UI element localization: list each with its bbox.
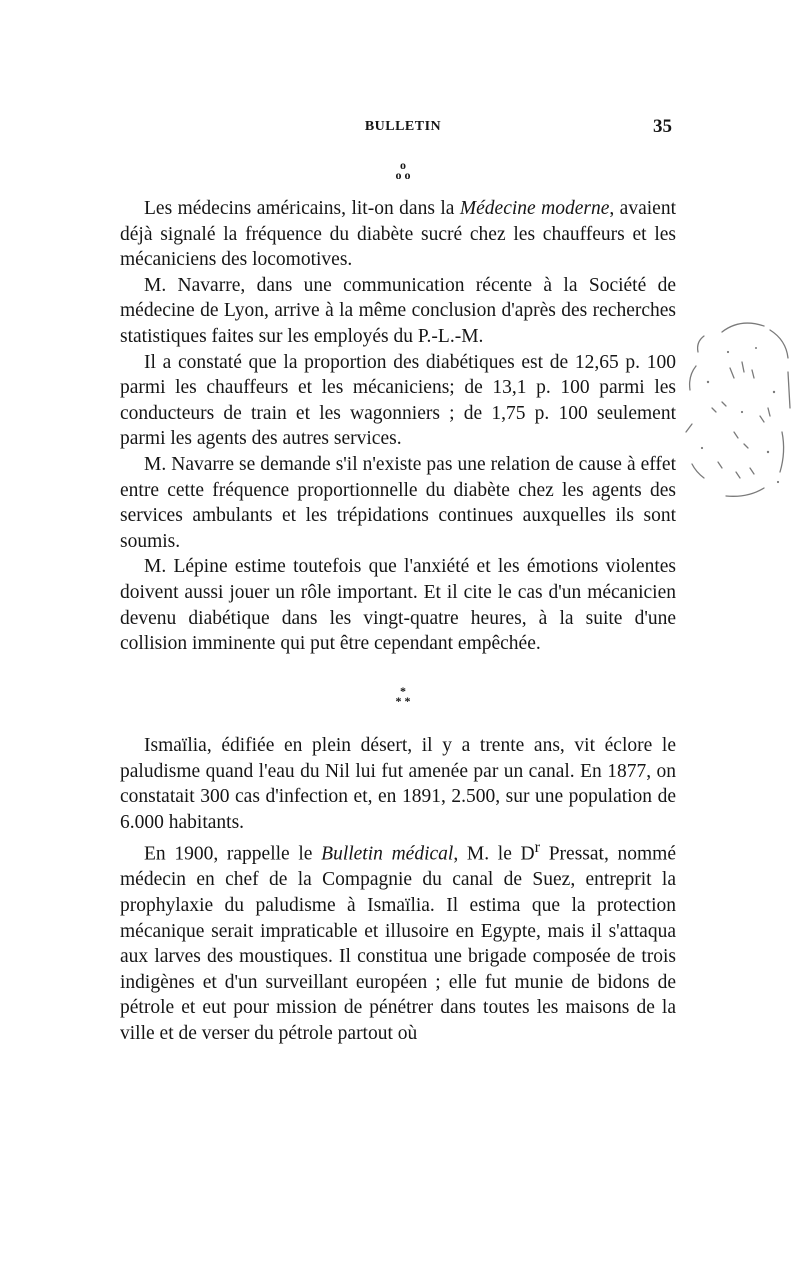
paragraph-text: , M. le D	[453, 843, 535, 865]
article-ismailia-malaria	[120, 733, 676, 1047]
library-stamp-icon	[682, 312, 794, 512]
title-superscript: r	[534, 838, 541, 857]
article-diabetes-railway	[120, 196, 676, 657]
asterism-separator-bottom	[134, 686, 672, 706]
paragraph	[120, 196, 676, 273]
running-title: BULLETIN	[364, 119, 442, 134]
page-number: 35	[653, 116, 672, 137]
asterism-top-row: *	[400, 684, 406, 698]
running-head	[134, 116, 672, 143]
journal-title: Bulletin médical	[321, 843, 454, 865]
paragraph: M. Navarre se demande s'il n'existe pas une relation de cause à effet entre cette fréquence proportionnelle du diabète chez les agents des services ambulants et les trépidations continues auxquelles ils sont soumis.	[120, 453, 676, 552]
paragraph-text: , avaient déjà signalé la fréquence du diabète sucré chez les chauffeurs et les mécaniciens des locomotives.	[120, 198, 676, 271]
paragraph	[120, 835, 676, 1046]
paragraph: M. Lépine estime toutefois que l'anxiété et les émotions violentes doivent aussi jouer un rôle important. Et il cite le cas d'un mécanicien devenu diabétique dans les vingt-quatre heures, à la suite d'une collision imminente qui put être cependant empêchée.	[120, 556, 676, 655]
paragraph: Il a constaté que la proportion des diabétiques est de 12,65 p. 100 parmi les chauffeurs et les mécaniciens; de 13,1 p. 100 parmi les conducteurs de train et les wagonniers ; de 1,75 p. 100 seulement parmi les agents des autres services.	[120, 351, 676, 450]
paragraph-text: Les médecins américains, lit-on dans la	[144, 198, 460, 219]
asterism-top-row: o	[400, 158, 406, 172]
asterism-bottom-row: * *	[395, 694, 411, 708]
paragraph: M. Navarre, dans une communication récente à la Société de médecine de Lyon, arrive à la même conclusion d'après des recherches statistiques faites sur les employés du P.-L.-M.	[120, 274, 676, 347]
paragraph-text: Pressat, nommé médecin en chef de la Compagnie du canal de Suez, entreprit la prophylaxie du paludisme à Ismaïlia. Il estima que la protection mécanique serait impraticable et illusoire en Egypte, mais il s'attaqua aux larves des moustiques. Il constitua une brigade composée de trois indigènes et d'un surveillant européen ; elle fut munie de bidons de pétrole et eut pour mission de pénétrer dans toutes les maisons de la ville et de verser du pétrole partout où	[120, 843, 677, 1045]
paragraph-text: En 1900, rappelle le	[144, 843, 322, 865]
paragraph: Ismaïlia, édifiée en plein désert, il y a trente ans, vit éclore le paludisme quand l'eau du Nil lui fut amenée par un canal. En 1877, on constatait 300 cas d'infection et, en 1891, 2.500, sur une population de 6.000 habitants.	[120, 735, 676, 833]
asterism-separator-top	[134, 160, 672, 180]
asterism-bottom-row: o o	[395, 168, 411, 182]
journal-title: Médecine moderne	[459, 198, 610, 219]
